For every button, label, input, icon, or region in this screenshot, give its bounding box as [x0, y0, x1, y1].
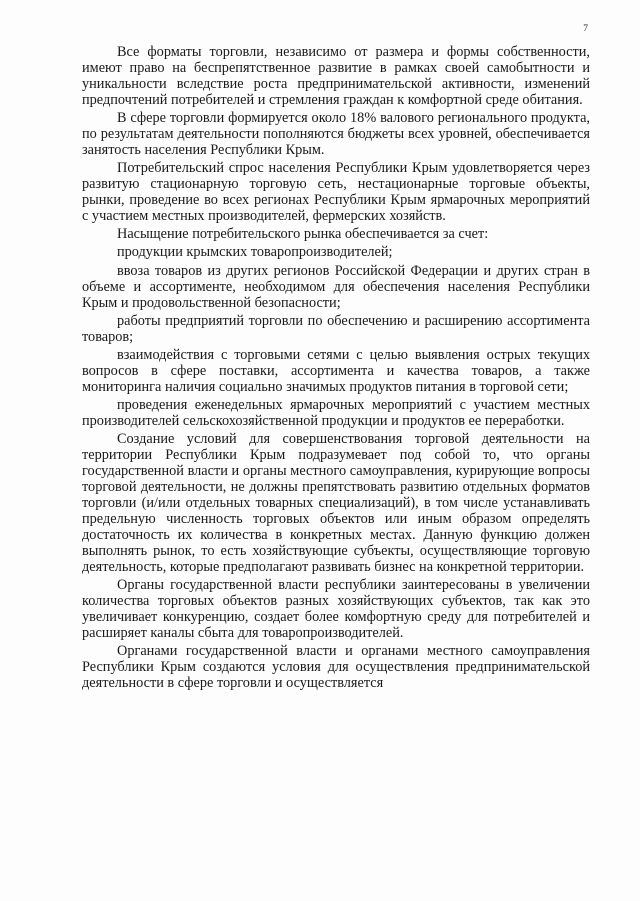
paragraph-consumer-demand: Потребительский спрос населения Республики Крым удовлетворяется через развитую стационарную торговую сеть, нестационарные торговые объекты, рынки, проведение во всех регионах Республики Крым ярмарочных мероприятий с участием местных производителей, фермерских хозяйств. — [82, 160, 590, 224]
paragraph-saturation-intro: Насыщение потребительского рынка обеспечивается за счет: — [117, 226, 489, 243]
list-item-retail-enterprises: работы предприятий торговли по обеспечению и расширению ассортимента товаров; — [82, 312, 590, 345]
paragraph-conditions: Создание условий для совершенствования торговой деятельности на территории Республики Крым подразумевает под собой то, что органы государственной власти и органы местного самоуправления, курирующие вопросы торговой деятельности, не должны препятствовать развитию отдельных форматов торговли (и/или отдельных товарных специализаций), в том числе устанавливать предельную численность торговых объектов или иным образом определять достаточность их количества в конкретных местах. Данную функцию должен выполнять рынок, то есть хозяйствующие субъекты, осуществляющие торговую деятельность, которые предполагают развивать бизнес на конкретной территории. — [82, 431, 590, 575]
paragraph-authorities-interest: Органы государственной власти республики заинтересованы в увеличении количества торговых объектов разных хозяйствующих субъектов, так как это увеличивает конкуренцию, создает более комфортную среду для потребителей и расширяет каналы сбыта для товаропроизводителей. — [82, 576, 590, 641]
paragraph-authorities-conditions: Органами государственной власти и органами местного самоуправления Республики Крым создаются условия для осуществления предпринимательской деятельности в сфере торговли и осуществляется — [82, 642, 590, 691]
document-body — [82, 45, 590, 692]
list-item-weekly-fairs: проведения еженедельных ярмарочных мероприятий с участием местных производителей сельскохозяйственной продукции и продуктов ее переработки. — [82, 397, 590, 430]
page-number: 7 — [583, 24, 588, 34]
paragraph-grp-share: В сфере торговли формируется около 18% валового регионального продукта, по результатам деятельности пополняются бюджеты всех уровней, обеспечивается занятость населения Республики Крым. — [82, 110, 590, 158]
paragraph-formats: Все форматы торговли, независимо от размера и формы собственности, имеют право на беспрепятственное развитие в рамках своей самобытности и уникальности вследствие роста предпринимательской активности, изменений предпочтений потребителей и стремления граждан к комфортной среде обитания. — [82, 44, 590, 108]
list-item-imports: ввоза товаров из других регионов Российской Федерации и других стран в объеме и ассортименте, необходимом для обеспечения населения Республики Крым и продовольственной безопасности; — [82, 262, 590, 311]
list-item-retail-chains: взаимодействия с торговыми сетями с целью выявления острых текущих вопросов в сфере поставки, ассортимента и качества товаров, а также мониторинга наличия социально значимых продуктов питания в торговой сети; — [82, 347, 590, 395]
list-item-crimean-products: продукции крымских товаропроизводителей; — [117, 244, 393, 261]
